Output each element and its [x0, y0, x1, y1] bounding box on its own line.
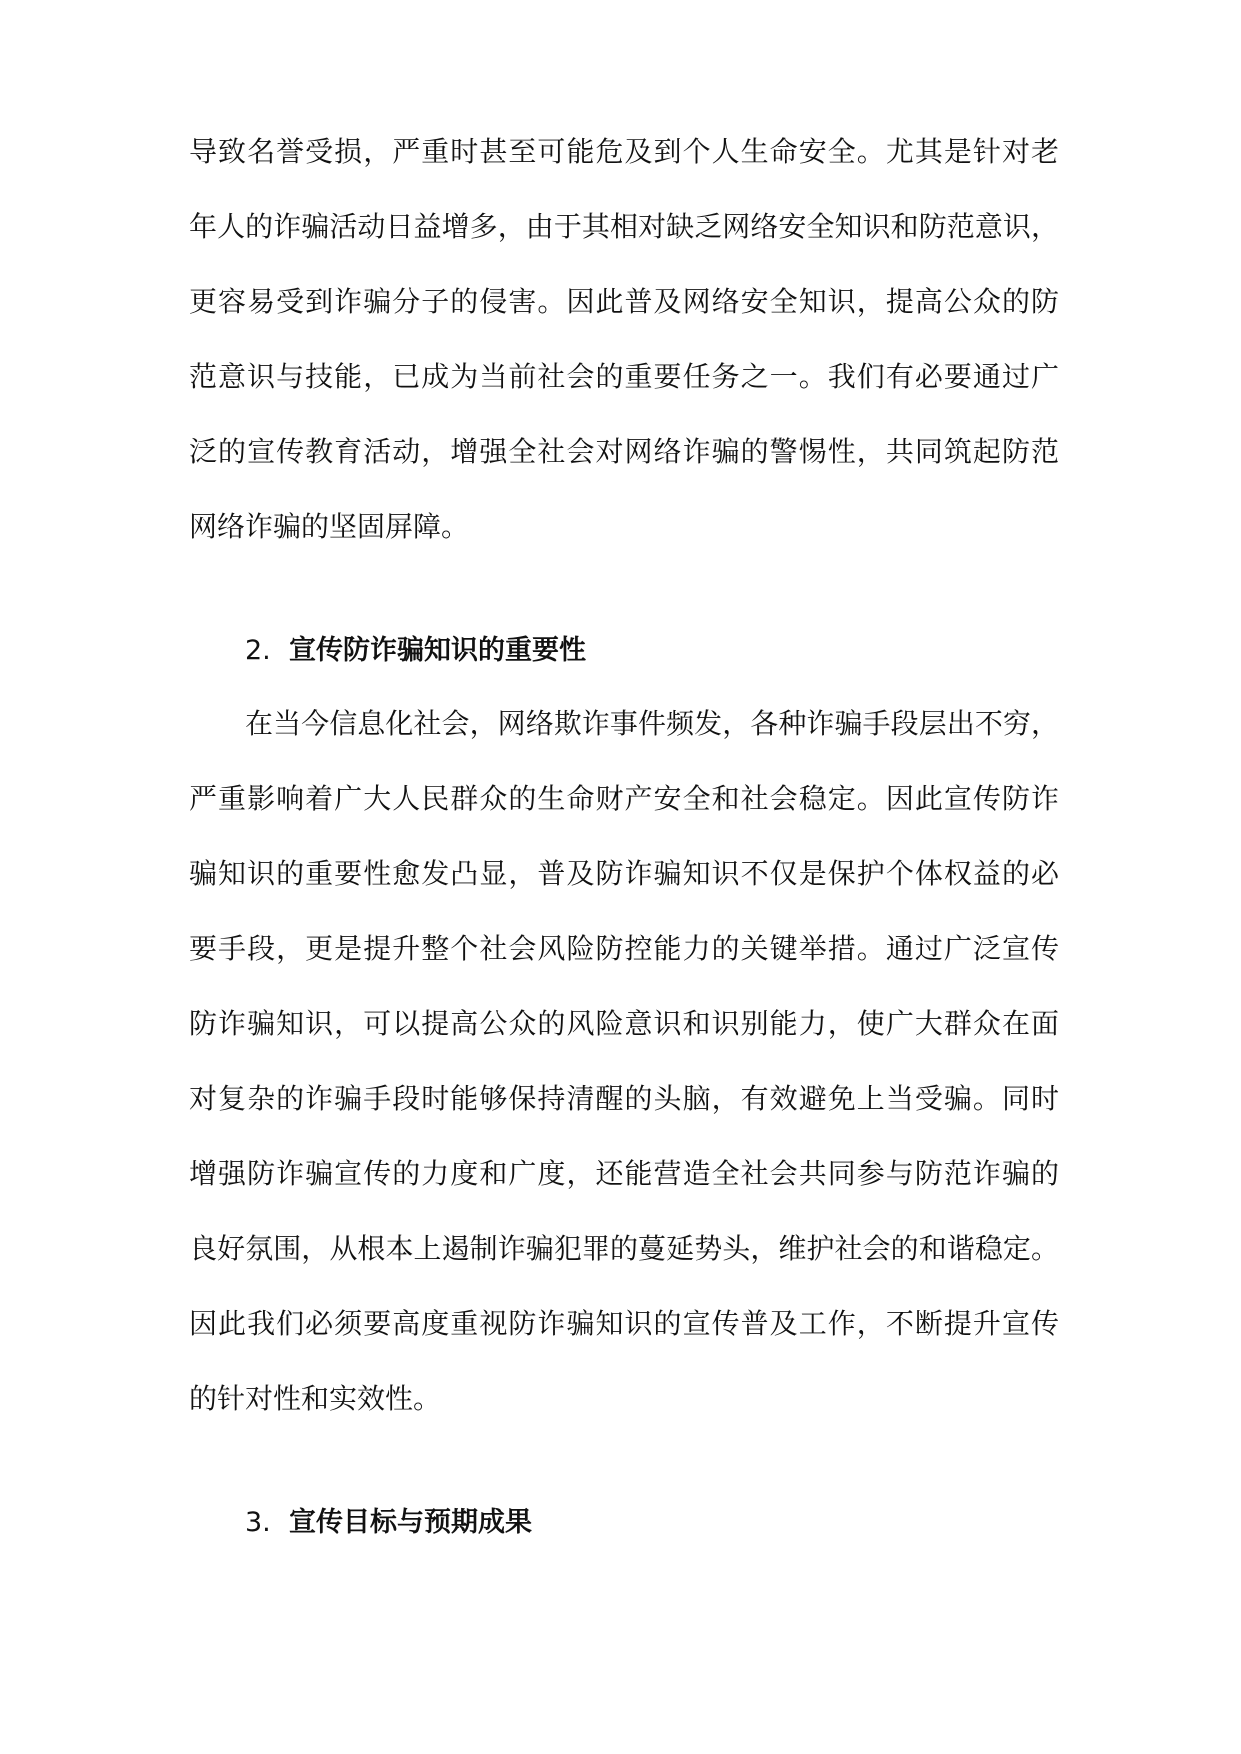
- section-3-heading: [245, 1503, 532, 1543]
- paragraph-2-line-9: 因此我们必须要高度重视防诈骗知识的宣传普及工作，不断提升宣传: [189, 1307, 1059, 1340]
- section-2-heading: [245, 631, 586, 671]
- paragraph-2-line-8: 良好氛围，从根本上遏制诈骗犯罪的蔓延势头，维护社会的和谐稳定。: [189, 1232, 1059, 1265]
- paragraph-1-line-6: 网络诈骗的坚固屏障。: [189, 510, 470, 543]
- paragraph-1-line-2: 年人的诈骗活动日益增多，由于其相对缺乏网络安全知识和防范意识，: [189, 210, 1059, 243]
- paragraph-1-line-4: 范意识与技能，已成为当前社会的重要任务之一。我们有必要通过广: [189, 360, 1059, 393]
- paragraph-2-line-10: 的针对性和实效性。: [189, 1382, 442, 1415]
- section-2-number: 2.: [245, 635, 271, 666]
- section-2-title: 宣传防诈骗知识的重要性: [289, 635, 586, 666]
- paragraph-1-line-3: 更容易受到诈骗分子的侵害。因此普及网络安全知识，提高公众的防: [189, 285, 1059, 318]
- paragraph-2-line-5: 防诈骗知识，可以提高公众的风险意识和识别能力，使广大群众在面: [189, 1007, 1059, 1040]
- section-3-number: 3.: [245, 1507, 271, 1538]
- paragraph-2-line-2: 严重影响着广大人民群众的生命财产安全和社会稳定。因此宣传防诈: [189, 782, 1059, 815]
- paragraph-2-line-6: 对复杂的诈骗手段时能够保持清醒的头脑，有效避免上当受骗。同时: [189, 1082, 1059, 1115]
- section-3-title: 宣传目标与预期成果: [289, 1507, 532, 1538]
- paragraph-2-line-3: 骗知识的重要性愈发凸显，普及防诈骗知识不仅是保护个体权益的必: [189, 857, 1059, 890]
- paragraph-2-line-1: 在当今信息化社会，网络欺诈事件频发，各种诈骗手段层出不穷，: [245, 707, 1059, 740]
- paragraph-2-line-7: 增强防诈骗宣传的力度和广度，还能营造全社会共同参与防范诈骗的: [189, 1157, 1059, 1190]
- paragraph-1-line-1: 导致名誉受损，严重时甚至可能危及到个人生命安全。尤其是针对老: [189, 135, 1059, 168]
- paragraph-2-line-4: 要手段，更是提升整个社会风险防控能力的关键举措。通过广泛宣传: [189, 932, 1059, 965]
- paragraph-1-line-5: 泛的宣传教育活动，增强全社会对网络诈骗的警惕性，共同筑起防范: [189, 435, 1059, 468]
